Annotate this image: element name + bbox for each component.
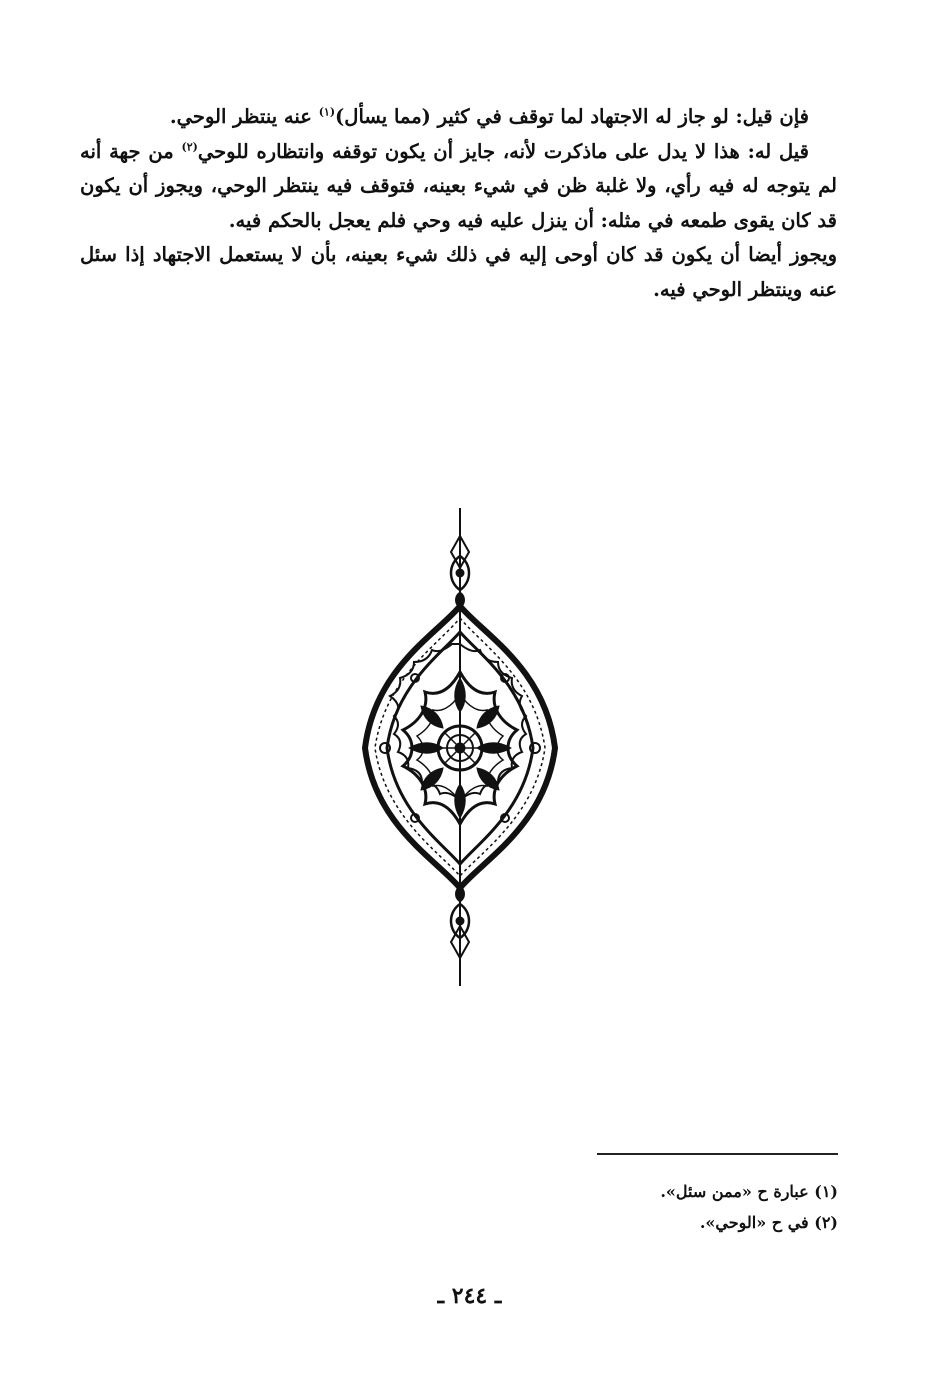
- footnote-2: (٢) في ح «الوحي».: [699, 1213, 838, 1232]
- page-number: ـ ٢٤٤ ـ: [437, 1283, 502, 1309]
- footnote-1: (١) عبارة ح «ممن سئل».: [660, 1182, 838, 1201]
- footnote-separator: [597, 1153, 838, 1155]
- paragraph: [80, 135, 837, 239]
- footnote-marker: (١): [318, 105, 336, 119]
- paragraph-text: عنه ينتظر الوحي.: [169, 105, 319, 128]
- paragraph-text: ويجوز أيضا أن يكون قد كان أوحى إليه في ذلك شيء بعينه، بأن لا يستعمل الاجتهاد إذا سئل عنه وينتظر الوحي فيه.: [80, 243, 837, 301]
- main-text: [80, 100, 837, 307]
- arabesque-medallion-icon: [355, 508, 565, 986]
- footnote-marker: (٢): [181, 140, 198, 153]
- paragraph: [80, 238, 837, 307]
- paragraph: [80, 100, 837, 135]
- paragraph-text: فإن قيل: لو جاز له الاجتهاد لما توقف في كثير (مما يسأل): [335, 105, 809, 128]
- paragraph-text: قيل له: هذا لا يدل على ماذكرت لأنه، جايز أن يكون توقفه وانتظاره للوحي: [197, 139, 810, 163]
- paragraph-text: من جهة أنه لم يتوجه له فيه رأي، ولا غلبة ظن في شيء بعينه، فتوقف فيه ينتظر الوحي، ويجوز أن يكون قد كان يقوى طمعه في مثله: أن ينزل عليه فيه وحي فلم يعجل بالحكم فيه.: [80, 139, 837, 232]
- footnotes: [470, 1176, 838, 1238]
